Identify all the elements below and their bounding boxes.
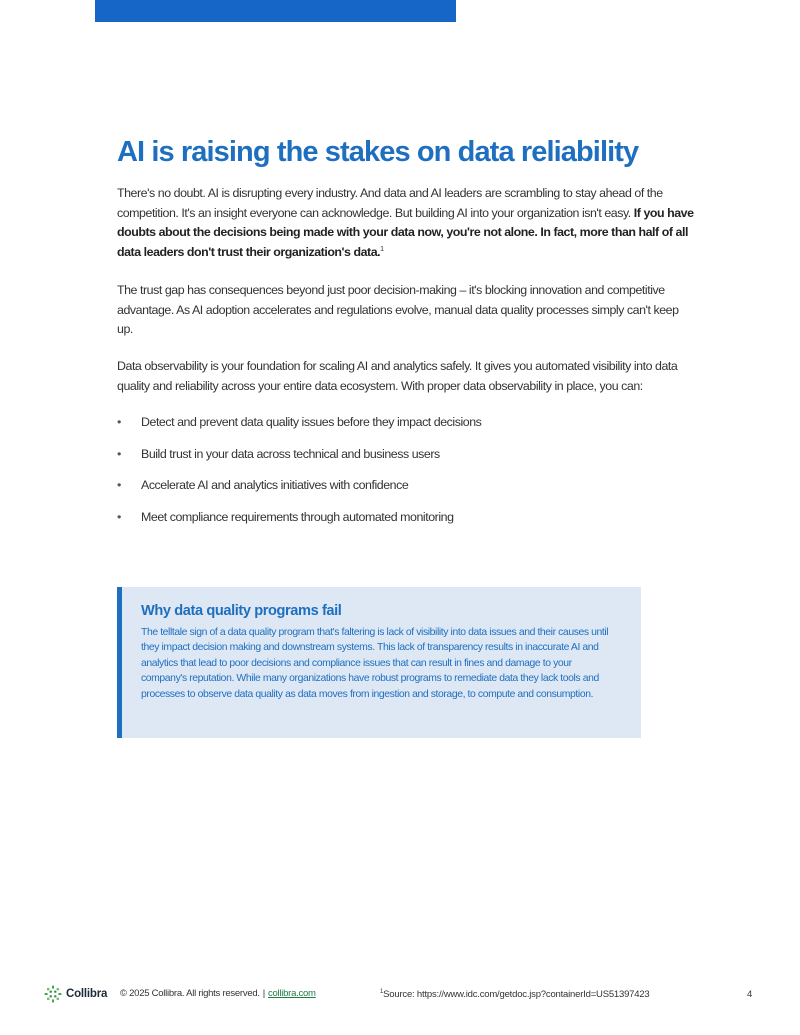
list-item-text: Detect and prevent data quality issues before they impact decisions [141,415,482,429]
bullet-icon: • [117,509,121,524]
callout-box [117,587,641,738]
copyright-text: © 2025 Collibra. All rights reserved. [120,988,260,999]
website-link[interactable]: collibra.com [268,988,316,999]
list-item-text: Meet compliance requirements through automated monitoring [141,509,454,524]
page-footer [0,985,800,1005]
list-item [117,445,687,477]
bullet-icon: • [117,415,121,429]
list-item [117,413,687,445]
bullet-icon: • [117,446,121,461]
page-number: 4 [747,989,753,1000]
source-text: Source: https://www.idc.com/getdoc.jsp?containerId=US51397423 [383,989,650,1000]
collibra-logo [44,985,107,1003]
list-item-text: Accelerate AI and analytics initiatives with confidence [141,478,409,492]
list-item [117,476,687,508]
benefits-list [117,413,687,539]
intro-bold-text: If you have doubts about the decisions being made with your data now, you're not alone. In fact, more than half of all data leaders don't trust their organization's data. [117,205,694,259]
header-accent-bar [95,0,456,22]
footnote-source [380,989,650,1000]
collibra-logo-icon [44,985,62,1003]
list-item [117,508,687,540]
trust-gap-paragraph: The trust gap has consequences beyond just poor decision-making – it's blocking innovation and competitive advantage. As AI adoption accelerates and regulations evolve, manual data quality processes simply can't keep up. [117,283,679,336]
logo-text: Collibra [66,988,108,1000]
footer-separator: | [262,988,266,999]
copyright-notice [120,988,316,999]
page-title: AI is raising the stakes on data reliability [117,136,639,168]
intro-text: There's no doubt. AI is disrupting every industry. And data and AI leaders are scrambling to stay ahead of the competition. It's an insight everyone can acknowledge. But building AI into your organization isn't easy. [117,186,663,220]
list-item-text: Build trust in your data across technical and business users [141,446,440,461]
bullet-icon: • [117,478,121,492]
source-marker: 1 [380,988,384,995]
callout-body: The telltale sign of a data quality program that's faltering is lack of visibility into data issues and their causes until they impact decision making and downstream systems. This lack of transparency results in inaccurate AI and analytics that lead to poor decisions and compliance issues that can result in fines and damage to your company's reputation. While many organizations have robust programs to remediate data they lack tools and processes to observe data quality as data moves from ingestion and storage, to compute and consumption. [141,627,609,700]
observability-paragraph: Data observability is your foundation for scaling AI and analytics safely. It gives you automated visibility into data quality and reliability across your entire data ecosystem. With proper data observability in place, you can: [117,359,678,393]
callout-title: Why data quality programs fail [141,603,342,619]
footnote-marker: 1 [380,245,384,253]
intro-paragraph [117,184,695,262]
